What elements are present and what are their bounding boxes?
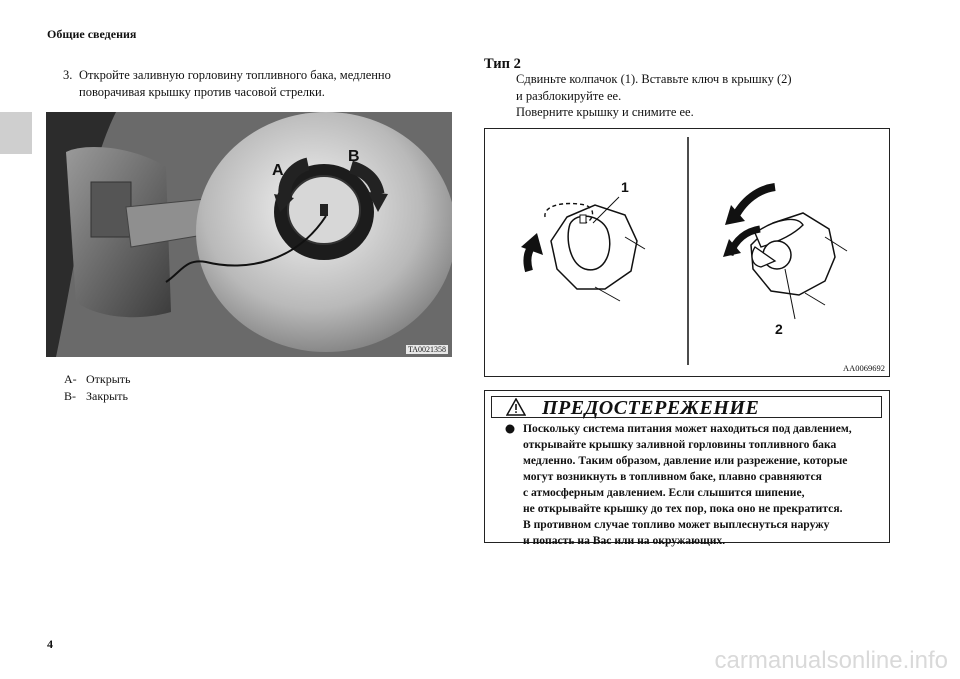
photo-legend bbox=[64, 371, 131, 405]
warning-line: с атмосферным давлением. Если слышится шипение, bbox=[523, 486, 805, 499]
warning-line: не открывайте крышку до тех пор, пока оно не прекратится. bbox=[523, 502, 843, 515]
cap-diagram bbox=[484, 128, 890, 377]
callout-2: 2 bbox=[775, 321, 783, 337]
legend-key: B- bbox=[64, 389, 76, 403]
warning-line: медленно. Таким образом, давление или разрежение, которые bbox=[523, 454, 848, 467]
section-tab-marker bbox=[0, 112, 32, 154]
page-number: 4 bbox=[47, 637, 53, 651]
step-text: Откройте заливную горловину топливного бака, медленно поворачивая крышку против часовой стрелки. bbox=[79, 68, 391, 99]
warning-header bbox=[491, 396, 882, 418]
legend-item-close bbox=[64, 388, 131, 405]
instruction-line: и разблокируйте ее. bbox=[516, 88, 622, 103]
fuel-cap-illustration bbox=[46, 112, 452, 357]
bullet-icon bbox=[505, 424, 515, 434]
step-3 bbox=[63, 67, 453, 101]
warning-title: ПРЕДОСТЕРЕЖЕНИЕ bbox=[542, 397, 760, 419]
instruction-line: Поверните крышку и снимите ее. bbox=[516, 105, 694, 119]
instruction-line: Сдвиньте колпачок (1). Вставьте ключ в крышку (2) bbox=[516, 72, 792, 86]
legend-key: A- bbox=[64, 372, 77, 386]
callout-1: 1 bbox=[621, 179, 629, 195]
legend-item-open bbox=[64, 371, 131, 388]
warning-line: В противном случае топливо может выплеснуться наружу bbox=[523, 518, 830, 531]
fuel-cap-photo bbox=[46, 112, 452, 357]
legend-text: Открыть bbox=[86, 372, 131, 386]
warning-line: открывайте крышку заливной горловины топливного бака bbox=[523, 438, 837, 451]
warning-line: могут возникнуть в топливном баке, плавно сравняются bbox=[523, 470, 822, 483]
section-header: Общие сведения bbox=[47, 27, 137, 41]
warning-triangle-icon bbox=[506, 398, 526, 416]
photo-label-a: A bbox=[272, 162, 284, 179]
legend-text: Закрыть bbox=[86, 389, 128, 403]
type-2-instructions bbox=[516, 71, 896, 121]
photo-code: TA0021358 bbox=[407, 345, 446, 354]
watermark: carmanualsonline.info bbox=[714, 647, 948, 674]
type-2-heading: Тип 2 bbox=[484, 56, 521, 72]
warning-text bbox=[523, 421, 885, 549]
warning-line: Поскольку система питания может находиться под давлением, bbox=[523, 422, 852, 435]
cap-diagram-drawing bbox=[485, 129, 889, 376]
warning-box bbox=[484, 390, 890, 547]
warning-line: и попасть на Вас или на окружающих. bbox=[523, 534, 726, 547]
diagram-code: AA0069692 bbox=[842, 363, 885, 373]
step-number: 3. bbox=[63, 68, 73, 82]
photo-label-b: B bbox=[348, 148, 360, 165]
